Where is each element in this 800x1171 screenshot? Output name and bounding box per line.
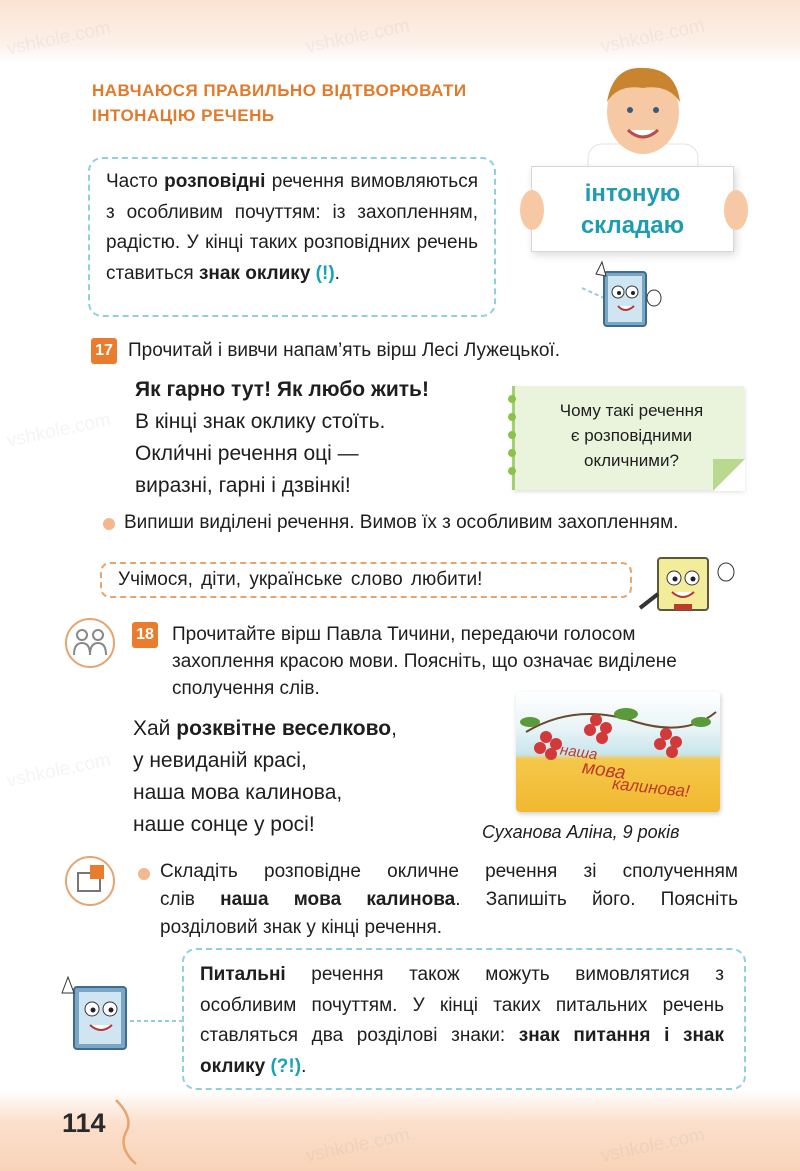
bead-icon [508,395,516,403]
pair-work-icon [64,617,116,669]
poem-line: Окли́чні речення оці — [135,442,359,465]
term-question-mark: знак питання [518,1025,651,1046]
note-line-2: є розповідними [570,426,693,445]
section-heading [92,78,512,128]
poem-line: наше сонце у росі! [133,813,315,836]
bead-icon [508,467,516,475]
sign-line-1: інтоную [584,180,681,207]
bullet-dot [138,868,150,880]
poem-lesia [135,374,429,502]
painting-text: наша [558,741,599,764]
note-folded-corner [713,459,745,491]
page-number-bracket [112,1098,142,1166]
task-18-text [172,621,742,702]
book-mascot-icon [58,975,184,1057]
term-interrogative: Питальні [200,964,286,985]
bead-icon [508,413,516,421]
watermark: vshkole.com [4,749,113,792]
question-note [512,386,744,490]
note-line-3: окличними? [584,451,679,470]
rule-text: Питальні речення також можуть вимовлятися з особливим почуттям. У кінці таких питальних речень ставляться два розділові знаки: знак питання і знак оклику (?!). [200,964,725,1077]
sign-line-2: складаю [580,212,685,239]
painting-text: мова [580,757,627,784]
poem-line: В кінці знак оклику стоїть. [135,410,386,433]
bead-icon [508,431,516,439]
term-exclamation-mark: знак оклику [200,1025,725,1077]
poem-bold-line: Як гарно тут! Як любо жить! [135,378,429,401]
task-17-subtask: Випиши виділені речення. Вимов їх з особливим захопленням. [124,512,679,533]
task-18-line: захоплення красою мови. Поясніть, що означає виділене [172,651,677,672]
watermark: vshkole.com [4,409,113,452]
poem-tychyna [133,713,397,841]
boy-hands [520,182,750,242]
book-mascot-icon [582,258,672,330]
task-17-text: Прочитай і вивчи напам’ять вірш Лесі Лужецької. [128,340,560,361]
bullet-dot [103,518,115,530]
rule-text: Часто розповідні речення вимовляються з особливим почуттям: із захопленням, радістю. У кінці таких розповідних речень ставиться знак оклику (!). [106,171,478,284]
boy-illustration [518,62,748,177]
top-band [0,0,800,62]
bead-icon [508,449,516,457]
painting-caption: Суханова Аліна, 9 років [482,822,680,842]
poem-line: у невиданій красі, [133,749,307,772]
page-number: 114 [62,1108,106,1138]
task-number-badge: 18 [132,622,158,648]
note-line-1: Чому такі речення [559,401,704,420]
question-exclamation-symbol: (?!) [270,1055,302,1077]
child-painting [516,692,720,812]
poem-line: наша мова калинова, [133,781,343,804]
painting-text: калинова! [611,773,691,802]
slogan-text: Учімося, діти, українське слово любити! [118,569,483,590]
heading-line-2: ІНТОНАЦІЮ РЕЧЕНЬ [92,106,275,125]
poem-line: Хай розквітне веселково, [133,717,397,740]
poem-line: виразні, гарні і дзвінкі! [135,474,351,497]
highlighted-phrase: розквітне веселково [176,717,392,740]
term-exclamation-mark: знак оклику [198,262,311,284]
task-number-badge: 17 [91,338,117,364]
book-mascot-microphone-icon [630,550,745,620]
task-18-subtask: Складіть розповідне окличне речення зі сполученням слів наша мова калинова. Запишіть його. Поясніть розділовий знак у кінці речення. [160,861,738,938]
heading-line-1: НАВЧАЮСЯ ПРАВИЛЬНО ВІДТВОРЮВАТИ [92,81,467,100]
term-narrative: розповідні [164,171,266,192]
task-18-line: сполучення слів. [172,678,320,699]
puzzle-icon [64,855,116,907]
exclamation-mark-symbol: (!) [315,262,335,284]
task-18-line: Прочитайте вірш Павла Тичини, передаючи голосом [172,624,636,645]
term-our-language: наша мова калинова [220,889,456,910]
